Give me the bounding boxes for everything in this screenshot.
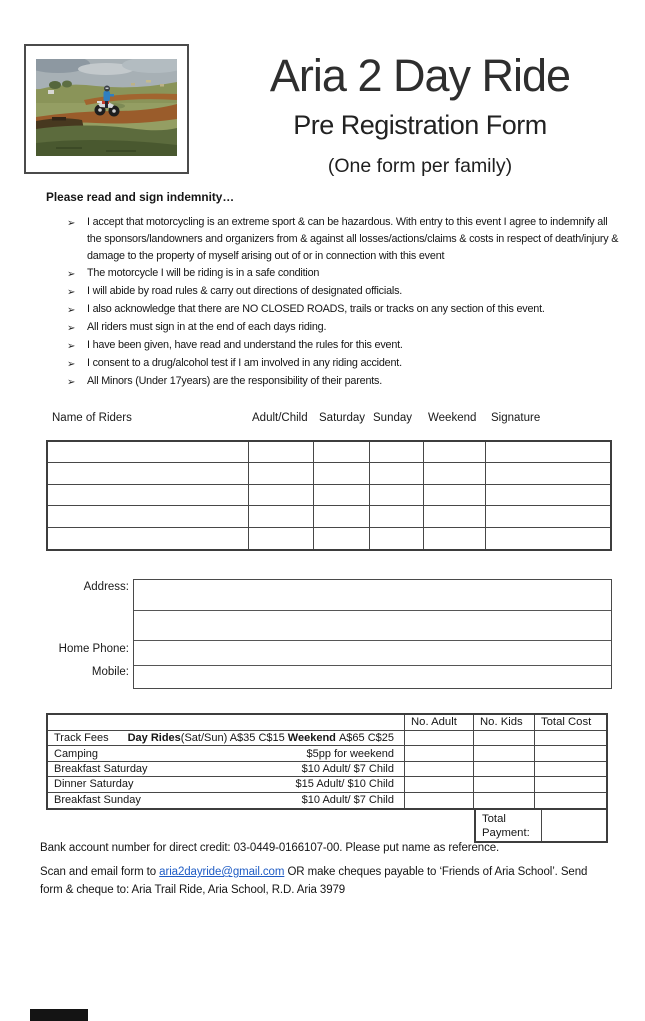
riders-col-header: Sunday — [373, 412, 413, 424]
indemnity-item — [67, 214, 623, 265]
riders-table-cell — [314, 463, 370, 484]
riders-table-cell — [424, 506, 486, 527]
indemnity-text: I will abide by road rules & carry out directions of designated officials. — [87, 285, 403, 297]
arrow-bullet-icon: ➢ — [67, 359, 76, 370]
fee-row-breakfast-sunday — [48, 793, 405, 808]
riders-table-cell — [48, 506, 249, 527]
fee-entry-cell — [405, 793, 474, 808]
page-title: Aria 2 Day Ride — [269, 50, 571, 101]
arrow-bullet-icon: ➢ — [67, 287, 76, 298]
riders-table-cell — [48, 442, 249, 463]
fees-col-header-total-cost: Total Cost — [535, 715, 606, 731]
riders-table — [46, 440, 612, 551]
fees-col-header-no-kids: No. Kids — [474, 715, 535, 731]
riders-table-cell — [314, 506, 370, 527]
indemnity-text: The motorcycle I will be riding is in a safe condition — [87, 267, 320, 279]
riders-col-header: Saturday — [319, 412, 366, 424]
address-label: Address: — [83, 581, 129, 593]
form-note: (One form per family) — [327, 155, 513, 177]
address-line — [134, 611, 611, 641]
fee-row-dinner-saturday — [48, 777, 405, 792]
riders-table-cell — [249, 506, 314, 527]
riders-col-header: Adult/Child — [252, 412, 308, 424]
indemnity-item — [67, 373, 623, 391]
scan-artifact-mark — [30, 1009, 88, 1021]
fees-table — [46, 713, 608, 810]
fee-item-label: Dinner Saturday — [54, 778, 134, 791]
riders-col-header: Name of Riders — [52, 412, 132, 424]
fees-col-header-no-adult: No. Adult — [405, 715, 474, 731]
fee-entry-cell — [474, 762, 535, 777]
indemnity-text: All riders must sign in at the end of each days riding. — [87, 321, 327, 333]
riders-table-cell — [314, 442, 370, 463]
home-phone-line — [134, 641, 611, 666]
riders-table-cell — [424, 442, 486, 463]
riders-table-cell — [424, 528, 486, 549]
indemnity-item — [67, 337, 623, 355]
fee-entry-cell — [405, 762, 474, 777]
indemnity-text: All Minors (Under 17years) are the responsibility of their parents. — [87, 375, 383, 387]
fee-entry-cell — [405, 777, 474, 792]
mobile-label: Mobile: — [91, 666, 129, 678]
riders-col-header: Weekend — [428, 412, 477, 424]
indemnity-item — [67, 301, 623, 319]
fee-entry-cell — [535, 777, 606, 792]
riders-table-cell — [314, 485, 370, 506]
riders-table-headers — [0, 412, 645, 426]
indemnity-item — [67, 319, 623, 337]
riders-table-cell — [486, 463, 610, 484]
fee-row-track-fees — [48, 731, 405, 746]
indemnity-item — [67, 355, 623, 373]
arrow-bullet-icon: ➢ — [67, 269, 76, 280]
fee-item-label: Camping — [54, 747, 99, 760]
form-subtitle: Pre Registration Form — [293, 110, 547, 140]
indemnity-text: I consent to a drug/alcohol test if I am involved in any riding accident. — [87, 357, 402, 369]
arrow-bullet-icon: ➢ — [67, 323, 76, 334]
riders-table-cell — [249, 463, 314, 484]
event-photo — [36, 59, 177, 156]
riders-table-cell — [314, 528, 370, 549]
riders-table-cell — [48, 463, 249, 484]
arrow-bullet-icon: ➢ — [67, 341, 76, 352]
fee-entry-cell — [535, 731, 606, 746]
riders-table-cell — [486, 506, 610, 527]
arrow-bullet-icon: ➢ — [67, 218, 76, 229]
event-photo-frame — [24, 44, 189, 174]
riders-table-cell — [370, 442, 424, 463]
riders-table-cell — [48, 528, 249, 549]
fee-entry-cell — [535, 746, 606, 761]
fee-entry-cell — [405, 746, 474, 761]
indemnity-text: I accept that motorcycling is an extreme sport & can be hazardous. With entry to this event I agree to indemnify all the sponsors/landowners and organizers from & against all losses/actions/claims & costs in respect of death/injury & damage to the property of myself arising out of or in connection with this event — [87, 216, 619, 262]
riders-table-cell — [424, 485, 486, 506]
fee-item-label: Breakfast Sunday — [54, 794, 141, 807]
fee-item-detail: $5pp for weekend — [306, 747, 394, 760]
fees-header-empty-cell — [48, 715, 405, 731]
fee-entry-cell — [474, 746, 535, 761]
riders-table-cell — [370, 506, 424, 527]
fee-row-camping — [48, 746, 405, 761]
riders-table-cell — [249, 528, 314, 549]
riders-table-cell — [486, 442, 610, 463]
email-link[interactable]: aria2dayride@gmail.com — [159, 866, 285, 878]
fee-item-detail: $10 Adult/ $7 Child — [301, 794, 394, 807]
fee-entry-cell — [474, 731, 535, 746]
riders-table-cell — [486, 485, 610, 506]
bank-account-line: Bank account number for direct credit: 03-0449-0166107-00. Please put name as reference. — [40, 842, 500, 854]
fee-entry-cell — [535, 762, 606, 777]
riders-table-cell — [370, 463, 424, 484]
fee-row-breakfast-saturday — [48, 762, 405, 777]
indemnity-text: I have been given, have read and understand the rules for this event. — [87, 339, 403, 351]
arrow-bullet-icon: ➢ — [67, 377, 76, 388]
riders-table-cell — [48, 485, 249, 506]
scan-instructions-post: OR make cheques payable to ‘Friends of Aria School’. Send form & cheque to: Aria Trail Ride, Aria School, R.D. Aria 3979 — [40, 866, 588, 896]
indemnity-item — [67, 265, 623, 283]
address-line — [134, 580, 611, 611]
indemnity-item — [67, 283, 623, 301]
fee-item-detail: $15 Adult/ $10 Child — [295, 778, 394, 791]
fee-item-label: Track Fees — [54, 732, 109, 745]
arrow-bullet-icon: ➢ — [67, 305, 76, 316]
fee-item-label: Breakfast Saturday — [54, 762, 148, 775]
riders-table-cell — [249, 485, 314, 506]
fee-entry-cell — [405, 731, 474, 746]
fee-entry-cell — [535, 793, 606, 808]
riders-table-cell — [370, 528, 424, 549]
address-box — [133, 579, 612, 689]
total-payment-label: Total Payment: — [476, 810, 542, 841]
riders-col-header: Signature — [491, 412, 541, 424]
indemnity-heading: Please read and sign indemnity… — [46, 190, 235, 204]
riders-table-cell — [249, 442, 314, 463]
fee-item-detail: Day Rides(Sat/Sun) A$35 C$15 Weekend A$65 C$25 — [127, 732, 394, 745]
riders-table-cell — [486, 528, 610, 549]
indemnity-text: I also acknowledge that there are NO CLOSED ROADS, trails or tracks on any section of this event. — [87, 303, 545, 315]
riders-table-cell — [370, 485, 424, 506]
total-payment-entry-cell — [542, 810, 606, 841]
fee-item-detail: $10 Adult/ $7 Child — [301, 762, 394, 775]
riders-table-cell — [424, 463, 486, 484]
scan-instructions-pre: Scan and email form to — [40, 866, 157, 878]
fee-entry-cell — [474, 793, 535, 808]
total-payment-box — [474, 810, 608, 843]
home-phone-label: Home Phone: — [58, 643, 129, 655]
fee-entry-cell — [474, 777, 535, 792]
send-instructions-line — [40, 863, 612, 899]
indemnity-list — [67, 214, 623, 391]
